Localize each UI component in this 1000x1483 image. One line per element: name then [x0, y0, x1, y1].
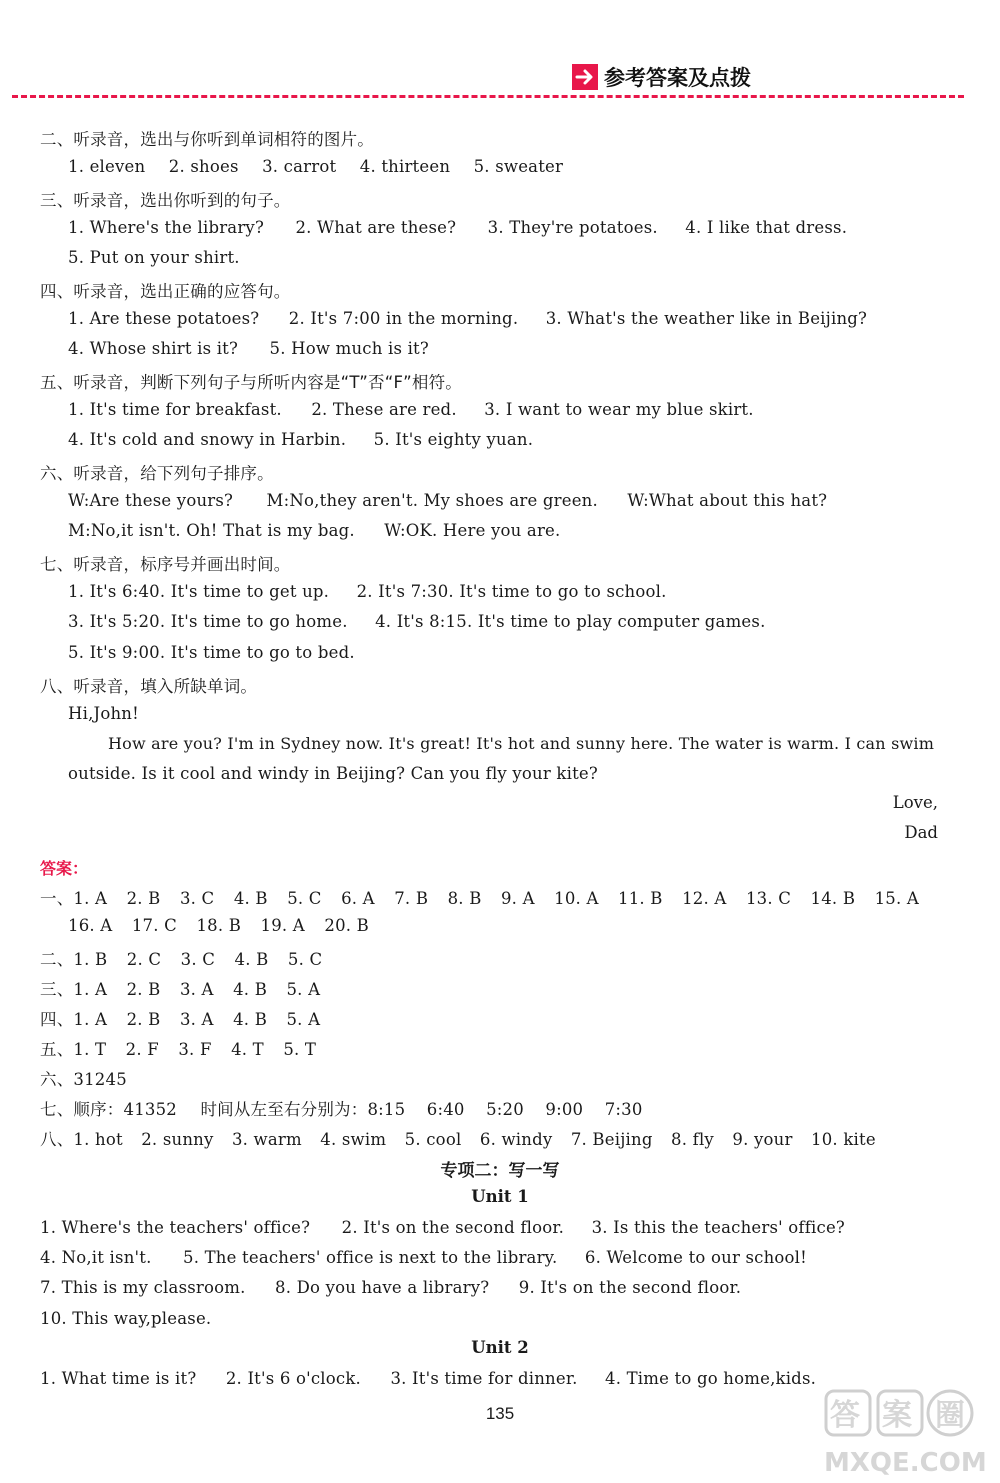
item: 3. It's time for dinner.	[390, 1369, 578, 1388]
unit-title: Unit 1	[471, 1187, 529, 1206]
item: 5. sweater	[473, 157, 564, 176]
section-title: 专项二：写一写	[440, 1161, 560, 1181]
item: 5. Put on your shirt.	[68, 248, 240, 267]
answer: 17. C	[131, 916, 177, 935]
item: 2. It's 7:00 in the morning.	[288, 309, 519, 328]
item-row	[40, 1218, 845, 1237]
answer: 9. A	[500, 889, 535, 908]
item: W:What about this hat?	[627, 491, 828, 510]
answer: 5. cool	[404, 1130, 462, 1149]
answer: 20. B	[324, 916, 369, 935]
item: 5. How much is it?	[269, 339, 429, 358]
answer: 3. F	[178, 1040, 212, 1059]
answer: 9:00	[545, 1100, 584, 1119]
section-heading: 四、听录音，选出正确的应答句。	[40, 282, 291, 301]
item: 1. It's time for breakfast.	[68, 400, 282, 419]
section-heading: 三、听录音，选出你听到的句子。	[40, 191, 291, 210]
answer: 2. C	[126, 950, 162, 969]
item-row	[40, 1309, 211, 1328]
item: 4. It's cold and snowy in Harbin.	[68, 430, 347, 449]
item: 2. It's 6 o'clock.	[225, 1369, 361, 1388]
svg-text:圈: 圈	[935, 1398, 965, 1433]
answer: 八、1. hot	[40, 1130, 123, 1149]
header-title	[572, 62, 751, 92]
item: 2. What are these?	[295, 218, 457, 237]
item: M:No,they aren't. My shoes are green.	[266, 491, 598, 510]
item: 4. It's 8:15. It's time to play computer games.	[375, 612, 766, 631]
answer: 6. windy	[479, 1130, 553, 1149]
answer: 3. warm	[231, 1130, 302, 1149]
item: 1. It's 6:40. It's time to get up.	[68, 582, 330, 601]
item-row	[68, 430, 533, 449]
item-row	[40, 1278, 741, 1297]
answer: 15. A	[874, 889, 920, 908]
svg-text:答: 答	[830, 1398, 860, 1433]
answer: 10. kite	[811, 1130, 876, 1149]
letter-closing: Love,	[892, 793, 938, 812]
item-row	[68, 309, 867, 328]
item: 5. The teachers' office is next to the library.	[183, 1248, 558, 1267]
item-row	[40, 1369, 816, 1388]
item-row	[68, 612, 766, 631]
item: 4. thirteen	[359, 157, 451, 176]
item: 3. Is this the teachers' office?	[591, 1218, 845, 1237]
answer-row	[40, 1006, 320, 1030]
answer: 8. B	[447, 889, 482, 908]
answer: 19. A	[260, 916, 305, 935]
answer: 2. B	[126, 1010, 161, 1029]
item-row	[68, 248, 240, 267]
letter-greeting: Hi,John!	[68, 704, 139, 723]
answer: 14. B	[810, 889, 856, 908]
item: 1. eleven	[68, 157, 146, 176]
item-row	[40, 1248, 807, 1267]
answer-row	[68, 916, 369, 935]
letter-signature: Dad	[904, 823, 938, 842]
answer: 4. B	[233, 1010, 268, 1029]
item: 3. They're potatoes.	[487, 218, 658, 237]
answer: 3. A	[179, 980, 214, 999]
answer: 3. A	[179, 1010, 214, 1029]
answer: 4. swim	[320, 1130, 387, 1149]
answer: 5. T	[283, 1040, 317, 1059]
item: 3. It's 5:20. It's time to go home.	[68, 612, 348, 631]
answer: 七、顺序：41352	[40, 1100, 177, 1119]
item: 4. No,it isn't.	[40, 1248, 152, 1267]
item: 3. What's the weather like in Beijing?	[545, 309, 868, 328]
answer: 四、1. A	[40, 1010, 108, 1029]
answer: 16. A	[68, 916, 113, 935]
item-row	[68, 491, 827, 510]
item: 9. It's on the second floor.	[518, 1278, 742, 1297]
item: 3. carrot	[262, 157, 337, 176]
item-row	[68, 400, 754, 419]
item-row	[68, 643, 355, 662]
item: 1. Where's the teachers' office?	[40, 1218, 311, 1237]
answer: 五、1. T	[40, 1040, 107, 1059]
answer: 3. C	[179, 889, 215, 908]
answer: 7:30	[604, 1100, 643, 1119]
unit-title: Unit 2	[471, 1338, 529, 1357]
answer: 8. fly	[671, 1130, 714, 1149]
answer: 9. your	[732, 1130, 793, 1149]
item-row	[68, 582, 667, 601]
item: M:No,it isn't. Oh! That is my bag.	[68, 521, 355, 540]
answer: 13. C	[745, 889, 792, 908]
section-heading: 六、听录音，给下列句子排序。	[40, 464, 274, 483]
item: 2. It's 7:30. It's time to go to school.	[356, 582, 667, 601]
section-heading: 五、听录音，判断下列句子与所听内容是“T”否“F”相符。	[40, 373, 462, 392]
answer: 5. A	[286, 1010, 321, 1029]
letter-paragraph: How are you? I'm in Sydney now. It's great! It's hot and sunny here. The water is warm. I can swim	[108, 734, 935, 753]
item: 1. Where's the library?	[68, 218, 265, 237]
item-row	[68, 339, 429, 358]
page-number: 135	[485, 1404, 515, 1423]
section-heading: 二、听录音，选出与你听到单词相符的图片。	[40, 130, 374, 149]
item-row	[68, 521, 560, 540]
item: W:Are these yours?	[68, 491, 234, 510]
item: W:OK. Here you are.	[384, 521, 561, 540]
answer-row	[40, 1036, 316, 1060]
item: 7. This is my classroom.	[40, 1278, 246, 1297]
answer: 10. A	[554, 889, 599, 908]
answer: 11. B	[618, 889, 663, 908]
letter-paragraph: outside. Is it cool and windy in Beijing? Can you fly your kite?	[68, 764, 598, 783]
item: 4. Whose shirt is it?	[68, 339, 239, 358]
answer: 5:20	[486, 1100, 524, 1119]
answer: 二、1. B	[40, 950, 108, 969]
watermark-logo-icon	[820, 1385, 985, 1477]
answer: 2. sunny	[141, 1130, 214, 1149]
item: 3. I want to wear my blue skirt.	[484, 400, 754, 419]
answer: 18. B	[196, 916, 242, 935]
item: 2. These are red.	[311, 400, 457, 419]
item: 4. I like that dress.	[685, 218, 848, 237]
answer: 7. B	[394, 889, 429, 908]
item: 4. Time to go home,kids.	[605, 1369, 817, 1388]
item: 8. Do you have a library?	[275, 1278, 490, 1297]
answer: 5. C	[287, 950, 323, 969]
answer: 6. A	[341, 889, 375, 908]
answer: 4. B	[234, 950, 269, 969]
section-heading: 七、听录音，标序号并画出时间。	[40, 555, 291, 574]
item: 5. It's 9:00. It's time to go to bed.	[68, 643, 355, 662]
item: 5. It's eighty yuan.	[373, 430, 534, 449]
answer: 4. B	[233, 889, 268, 908]
answer-row	[40, 1126, 876, 1150]
item: 1. Are these potatoes?	[68, 309, 260, 328]
answer-label: 答案：	[40, 859, 89, 878]
answer-row	[40, 1096, 643, 1120]
item: 2. It's on the second floor.	[341, 1218, 565, 1237]
answer: 3. C	[180, 950, 216, 969]
answer: 2. B	[126, 889, 161, 908]
answer-row	[40, 976, 320, 1000]
answer: 三、1. A	[40, 980, 108, 999]
answer-row: 六、31245	[40, 1070, 127, 1089]
answer-row	[40, 885, 919, 909]
item: 6. Welcome to our school!	[584, 1248, 807, 1267]
answer: 时间从左至右分别为：8:15	[200, 1100, 406, 1119]
answer: 一、1. A	[40, 889, 108, 908]
answer: 4. T	[231, 1040, 264, 1059]
answer-row	[40, 946, 322, 970]
section-heading: 八、听录音，填入所缺单词。	[40, 677, 258, 696]
item-row	[68, 157, 563, 176]
answer: 4. B	[233, 980, 268, 999]
answer: 5. A	[286, 980, 321, 999]
svg-text:MXQE.COM: MXQE.COM	[824, 1448, 985, 1477]
header-divider	[12, 95, 964, 98]
item: 10. This way,please.	[40, 1309, 212, 1328]
answer: 5. C	[287, 889, 322, 908]
answer: 12. A	[682, 889, 727, 908]
answer: 2. F	[125, 1040, 159, 1059]
answer: 2. B	[126, 980, 161, 999]
arrow-right-icon	[572, 64, 598, 90]
header-title-text: 参考答案及点拨	[604, 66, 751, 90]
item: 1. What time is it?	[40, 1369, 197, 1388]
item-row	[68, 218, 847, 237]
svg-text:案: 案	[882, 1398, 912, 1433]
answer: 6:40	[426, 1100, 465, 1119]
answer: 7. Beijing	[570, 1130, 653, 1149]
item: 2. shoes	[168, 157, 239, 176]
